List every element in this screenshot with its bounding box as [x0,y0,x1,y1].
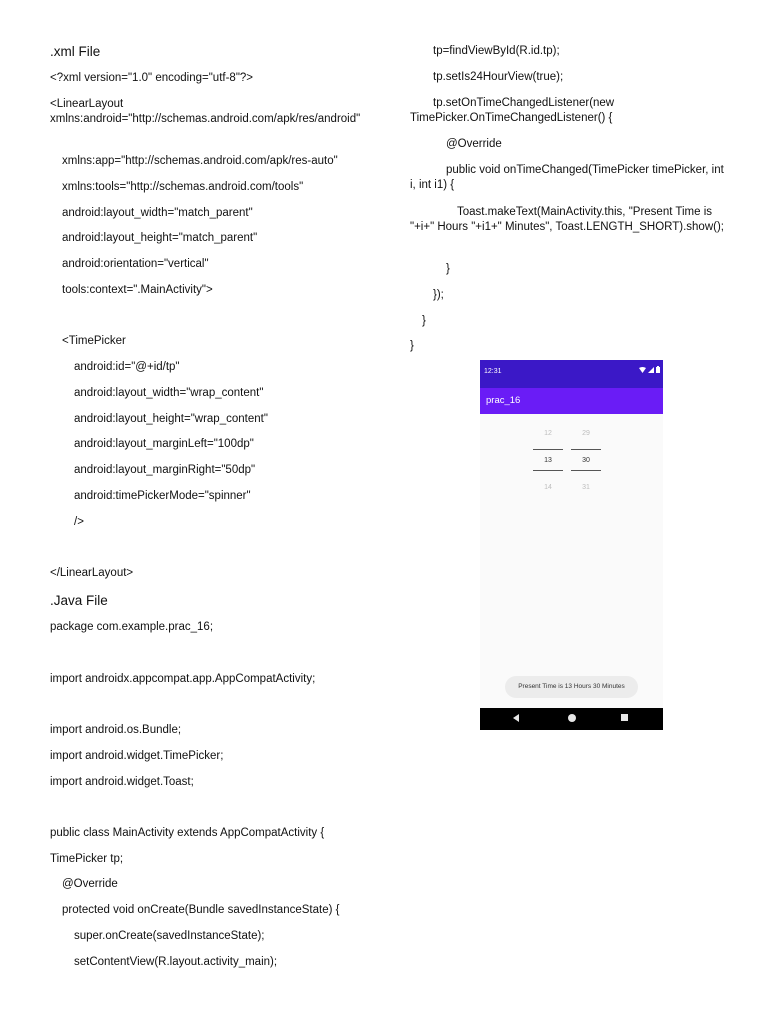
back-icon[interactable] [513,714,519,722]
java-heading: .Java File [50,593,108,608]
code-line: public class MainActivity extends AppCompatActivity { [50,827,325,839]
code-line: TimePicker tp; [50,853,124,865]
code-line: android:layout_width="wrap_content" [74,387,264,399]
code-line: }); [433,289,444,301]
code-line: tp=findViewById(R.id.tp); [433,45,560,57]
xml-heading: .xml File [50,44,101,59]
code-line: tp.setIs24HourView(true); [433,71,564,83]
code-line: } [446,263,450,275]
toast-message: Present Time is 13 Hours 30 Minutes [505,676,638,698]
status-time: 12:31 [484,368,502,375]
code-line: android:layout_height="wrap_content" [74,413,268,425]
code-line: Toast.makeText(MainActivity.this, "Present Time is "+i+" Hours "+i1+" Minutes", Toast.LENGTH_SHORT).show(); [410,206,724,233]
wifi-icon [639,367,646,373]
code-line: <LinearLayout xmlns:android="http://schemas.android.com/apk/res/android" [50,98,361,125]
code-line: import android.os.Bundle; [50,724,182,736]
code-line: package com.example.prac_16; [50,621,214,633]
code-line: android:layout_width="match_parent" [62,207,253,219]
hour-above[interactable]: 12 [544,430,552,437]
app-bar [480,388,663,414]
signal-icon [648,367,654,373]
code-line: <TimePicker [62,335,126,347]
code-line: tp.setOnTimeChangedListener(new TimePicker.OnTimeChangedListener() { [410,97,615,124]
code-line: import android.widget.Toast; [50,776,194,788]
hour-divider-top [533,449,563,450]
code-line: super.onCreate(savedInstanceState); [74,930,265,942]
code-line: import androidx.appcompat.app.AppCompatActivity; [50,673,316,685]
code-line: android:layout_marginRight="50dp" [74,464,256,476]
code-line: public void onTimeChanged(TimePicker timePicker, int i, int i1) { [410,164,724,191]
code-line: android:layout_marginLeft="100dp" [74,438,254,450]
code-line: android:orientation="vertical" [62,258,209,270]
minute-divider-bottom [571,470,601,471]
code-line: android:timePickerMode="spinner" [74,490,251,502]
code-line: xmlns:app="http://schemas.android.com/apk/res-auto" [62,155,338,167]
code-line: import android.widget.TimePicker; [50,750,224,762]
battery-icon [656,366,660,373]
minute-divider-top [571,449,601,450]
code-line: xmlns:tools="http://schemas.android.com/tools" [62,181,304,193]
code-line: </LinearLayout> [50,567,134,579]
code-line: setContentView(R.layout.activity_main); [74,956,278,968]
code-line: @Override [446,138,502,150]
nav-bar [480,708,663,730]
app-title: prac_16 [486,395,521,406]
code-line: /> [74,516,84,528]
hour-divider-bottom [533,470,563,471]
phone-screenshot [480,360,663,730]
minute-below[interactable]: 31 [582,484,590,491]
code-line: android:id="@+id/tp" [74,361,180,373]
code-line: @Override [62,878,118,890]
home-icon[interactable] [568,714,576,722]
minute-selected[interactable]: 30 [582,457,590,464]
code-line: android:layout_height="match_parent" [62,232,258,244]
hour-below[interactable]: 14 [544,484,552,491]
hour-selected[interactable]: 13 [544,457,552,464]
code-line: protected void onCreate(Bundle savedInstanceState) { [62,904,340,916]
code-line: } [422,315,426,327]
code-line: <?xml version="1.0" encoding="utf-8"?> [50,72,254,84]
status-bar [480,360,663,388]
minute-above[interactable]: 29 [582,430,590,437]
code-line: tools:context=".MainActivity"> [62,284,213,296]
recents-icon[interactable] [621,714,628,721]
code-line: } [410,340,414,352]
